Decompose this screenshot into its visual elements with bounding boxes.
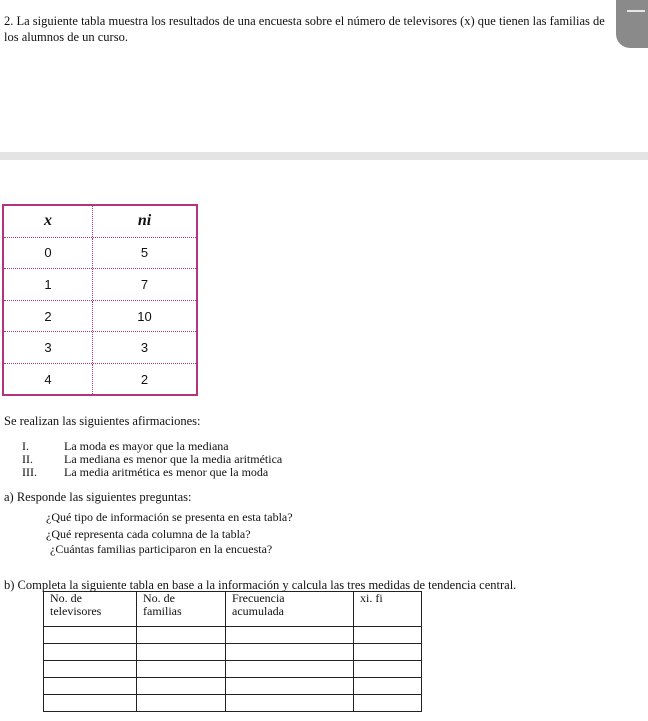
cell-x: 2 — [4, 301, 93, 332]
cell-ni: 5 — [140, 245, 149, 261]
empty-cell[interactable] — [226, 644, 354, 661]
statements-intro: Se realizan las siguientes afirmaciones: — [4, 414, 201, 428]
empty-cell[interactable] — [354, 627, 422, 644]
table-row — [4, 332, 196, 364]
section-divider — [0, 152, 648, 160]
question-text: 2. La siguiente tabla muestra los resultados de una encuesta sobre el número de televisores (x) que tienen las familias de los alumnos de un curso. — [4, 14, 605, 44]
empty-cell[interactable] — [44, 644, 137, 661]
empty-cell[interactable] — [44, 695, 137, 712]
header-familias — [137, 592, 226, 627]
header-xi-fi — [354, 592, 422, 627]
header-line: acumulada — [232, 604, 284, 618]
question-item: ¿Cuántas familias participaron en la encuesta? — [50, 542, 273, 556]
empty-cell[interactable] — [137, 644, 226, 661]
empty-cell[interactable] — [354, 695, 422, 712]
header-line: Frecuencia — [232, 591, 285, 605]
statement-text: La mediana es menor que la media aritmética — [64, 452, 283, 466]
cell-ni: 10 — [137, 308, 152, 324]
empty-cell[interactable] — [226, 678, 354, 695]
empty-cell[interactable] — [354, 644, 422, 661]
statement-number: III. — [22, 465, 37, 479]
empty-cell[interactable] — [226, 627, 354, 644]
header-line: No. de — [143, 591, 175, 605]
statement-number: I. — [22, 439, 29, 453]
cell-x: 3 — [4, 332, 93, 363]
cell-ni: 7 — [140, 276, 149, 292]
empty-cell[interactable] — [226, 661, 354, 678]
empty-cell[interactable] — [137, 695, 226, 712]
table-row — [4, 238, 196, 270]
header-televisores — [44, 592, 137, 627]
part-a-label: a) Responde las siguientes preguntas: — [4, 490, 192, 504]
cell-x: 1 — [4, 269, 93, 300]
table-row — [4, 301, 196, 333]
table-row — [44, 695, 422, 712]
cell-ni: 3 — [140, 340, 149, 356]
frequency-header-row — [44, 592, 422, 627]
table-row — [4, 269, 196, 301]
header-x: x — [4, 206, 93, 237]
table-row — [44, 661, 422, 678]
header-line: No. de — [50, 591, 82, 605]
empty-cell[interactable] — [44, 627, 137, 644]
table-header-row — [4, 206, 196, 238]
table-row — [44, 644, 422, 661]
statement-text: La moda es mayor que la mediana — [64, 439, 229, 453]
empty-cell[interactable] — [137, 661, 226, 678]
header-line: televisores — [50, 604, 102, 618]
cell-x: 0 — [4, 238, 93, 269]
statement-number: II. — [22, 452, 33, 466]
part-b-label: b) Completa la siguiente tabla en base a la información y calcula las tres medidas de tendencia central. — [4, 578, 517, 592]
empty-cell[interactable] — [226, 695, 354, 712]
data-table — [2, 204, 198, 396]
statement-text: La media aritmética es menor que la moda — [64, 465, 269, 479]
empty-cell[interactable] — [44, 678, 137, 695]
menu-tab-icon[interactable] — [616, 0, 648, 48]
frequency-table — [43, 591, 422, 712]
header-line: xi. fi — [360, 591, 383, 605]
empty-cell[interactable] — [137, 627, 226, 644]
header-ni: ni — [137, 212, 152, 230]
empty-cell[interactable] — [137, 678, 226, 695]
empty-cell[interactable] — [354, 678, 422, 695]
question-item: ¿Qué representa cada columna de la tabla? — [46, 527, 251, 541]
empty-cell[interactable] — [354, 661, 422, 678]
cell-x: 4 — [4, 364, 93, 396]
statement-item — [22, 466, 282, 479]
table-row — [44, 678, 422, 695]
table-row — [44, 627, 422, 644]
empty-cell[interactable] — [44, 661, 137, 678]
table-row — [4, 364, 196, 396]
statements-list — [22, 440, 282, 479]
question-item: ¿Qué tipo de información se presenta en esta tabla? — [46, 510, 293, 524]
header-line: familias — [143, 604, 182, 618]
cell-ni: 2 — [140, 372, 149, 388]
header-frecuencia — [226, 592, 354, 627]
